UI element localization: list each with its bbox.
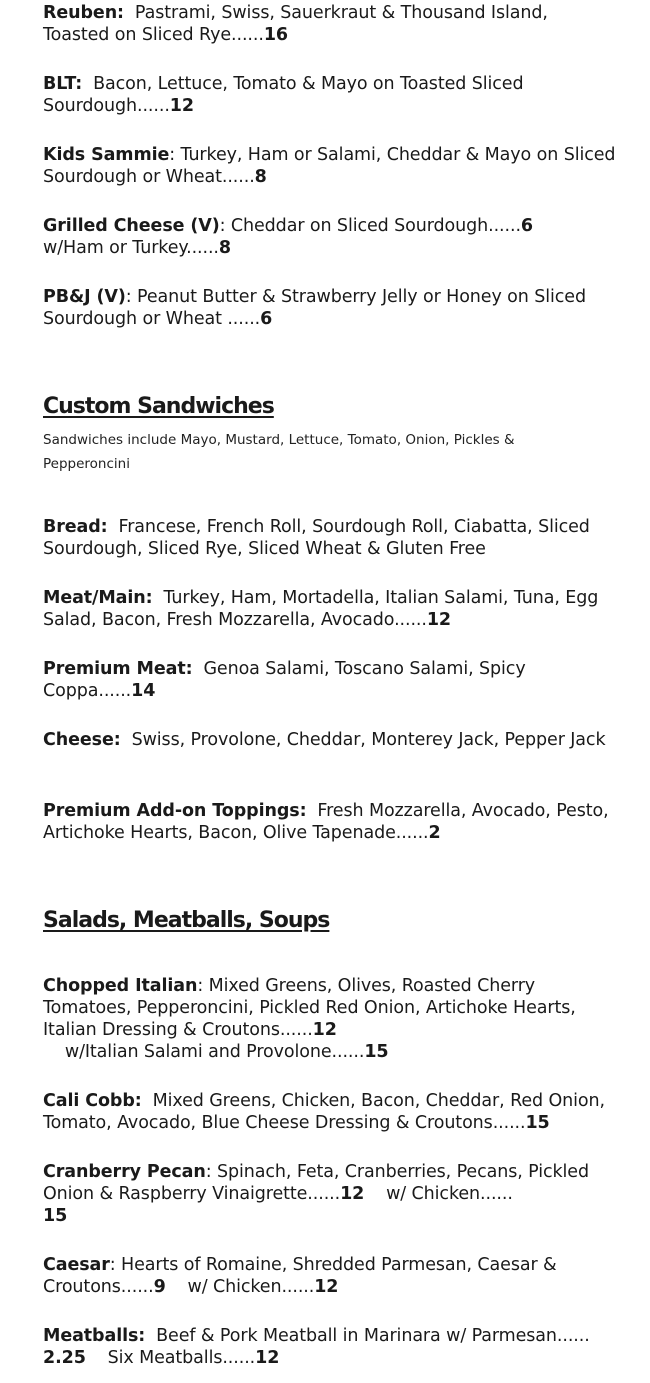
menu-item-meat-main — [43, 587, 618, 631]
item-addon-price: 8 — [218, 238, 231, 258]
menu-item-pbj — [43, 286, 618, 330]
item-price: 12 — [340, 1184, 365, 1204]
item-name: Meat/Main: — [43, 588, 153, 608]
menu-item-blt — [43, 73, 618, 117]
item-name: Cheese: — [43, 730, 121, 750]
menu-item-premium-toppings — [43, 800, 618, 844]
item-addon: w/Ham or Turkey...... — [43, 238, 219, 258]
item-description: Fresh Mozzarella, Avocado, Pesto, Artichoke Hearts, Bacon, Olive Tapenade...... — [43, 801, 609, 843]
item-addon: Six Meatballs...... — [85, 1348, 256, 1368]
menu-item-meatballs — [43, 1325, 618, 1369]
item-addon-price: 12 — [314, 1277, 339, 1297]
menu-item-chopped-italian — [43, 975, 618, 1063]
menu-item-cranberry-pecan — [43, 1161, 618, 1227]
item-description: Turkey, Ham, Mortadella, Italian Salami, Tuna, Egg Salad, Bacon, Fresh Mozzarella, Avocado...... — [43, 588, 599, 630]
item-description: Bacon, Lettuce, Tomato & Mayo on Toasted Sliced Sourdough...... — [43, 74, 524, 116]
item-addon-price: 12 — [255, 1348, 280, 1368]
item-price: 16 — [263, 25, 288, 45]
item-name: BLT: — [43, 74, 83, 94]
item-name: Premium Add-on Toppings: — [43, 801, 307, 821]
section-heading-custom-sandwiches: Custom Sandwiches — [43, 394, 274, 419]
menu-item-caesar — [43, 1254, 618, 1298]
item-name: Cranberry Pecan — [43, 1162, 206, 1182]
item-price: 9 — [153, 1277, 166, 1297]
menu-item-bread — [43, 516, 618, 560]
menu-item-reuben — [43, 2, 618, 46]
menu-item-premium-meat — [43, 658, 618, 702]
section-note: Sandwiches include Mayo, Mustard, Lettuce, Tomato, Onion, Pickles & Pepperoncini — [43, 432, 515, 472]
item-addon-price: 15 — [364, 1042, 389, 1062]
item-price: 12 — [426, 610, 452, 630]
item-name: Meatballs: — [43, 1326, 146, 1346]
item-price: 15 — [525, 1113, 550, 1133]
item-addon-price: 15 — [43, 1206, 68, 1226]
item-description: : Hearts of Romaine, Shredded Parmesan, Caesar & Croutons...... — [43, 1255, 557, 1297]
item-name: Cali Cobb: — [43, 1091, 142, 1111]
item-name: Reuben: — [43, 3, 124, 23]
item-description: Swiss, Provolone, Cheddar, Monterey Jack, Pepper Jack — [131, 730, 606, 750]
item-name: Grilled Cheese (V) — [43, 216, 220, 236]
item-description: Francese, French Roll, Sourdough Roll, Ciabatta, Sliced Sourdough, Sliced Rye, Sliced Wheat & Gluten Free — [43, 517, 590, 559]
item-price: 12 — [169, 96, 194, 116]
item-description: : Turkey, Ham or Salami, Cheddar & Mayo on Sliced Sourdough or Wheat...... — [43, 145, 616, 187]
item-name: PB&J (V) — [43, 287, 126, 307]
item-price: 2 — [428, 823, 441, 843]
item-price: 6 — [260, 309, 273, 329]
item-name: Chopped Italian — [43, 976, 198, 996]
item-description: : Mixed Greens, Olives, Roasted Cherry Tomatoes, Pepperoncini, Pickled Red Onion, Artichoke Hearts, Italian Dressing & Croutons...... — [43, 976, 576, 1040]
item-description: Genoa Salami, Toscano Salami, Spicy Coppa...... — [43, 659, 526, 701]
item-description: Pastrami, Swiss, Sauerkraut & Thousand Island, Toasted on Sliced Rye...... — [43, 3, 548, 45]
menu-item-cheese — [43, 729, 618, 751]
item-description: : Cheddar on Sliced Sourdough...... — [219, 216, 521, 236]
item-description: Mixed Greens, Chicken, Bacon, Cheddar, Red Onion, Tomato, Avocado, Blue Cheese Dressing & Croutons...... — [43, 1091, 605, 1133]
item-description: Beef & Pork Meatball in Marinara w/ Parmesan...... — [156, 1326, 590, 1346]
item-addon: w/Italian Salami and Provolone...... — [43, 1042, 365, 1062]
item-price: 8 — [254, 167, 267, 187]
section-heading-salads: Salads, Meatballs, Soups — [43, 908, 330, 933]
item-name: Caesar — [43, 1255, 110, 1275]
item-price: 14 — [131, 681, 156, 701]
item-name: Kids Sammie — [43, 145, 170, 165]
item-description: : Spinach, Feta, Cranberries, Pecans, Pickled Onion & Raspberry Vinaigrette...... — [43, 1162, 589, 1204]
item-addon: w/ Chicken...... — [165, 1277, 315, 1297]
menu-item-grilled-cheese — [43, 215, 618, 259]
item-price: 2.25 — [43, 1348, 86, 1368]
menu-item-kids-sammie — [43, 144, 618, 188]
item-name: Premium Meat: — [43, 659, 193, 679]
item-description: : Peanut Butter & Strawberry Jelly or Honey on Sliced Sourdough or Wheat ...... — [43, 287, 586, 329]
item-addon: w/ Chicken...... — [364, 1184, 513, 1204]
item-name: Bread: — [43, 517, 108, 537]
item-price: 12 — [312, 1020, 337, 1040]
item-price: 6 — [520, 216, 533, 236]
menu-item-cali-cobb — [43, 1090, 618, 1134]
